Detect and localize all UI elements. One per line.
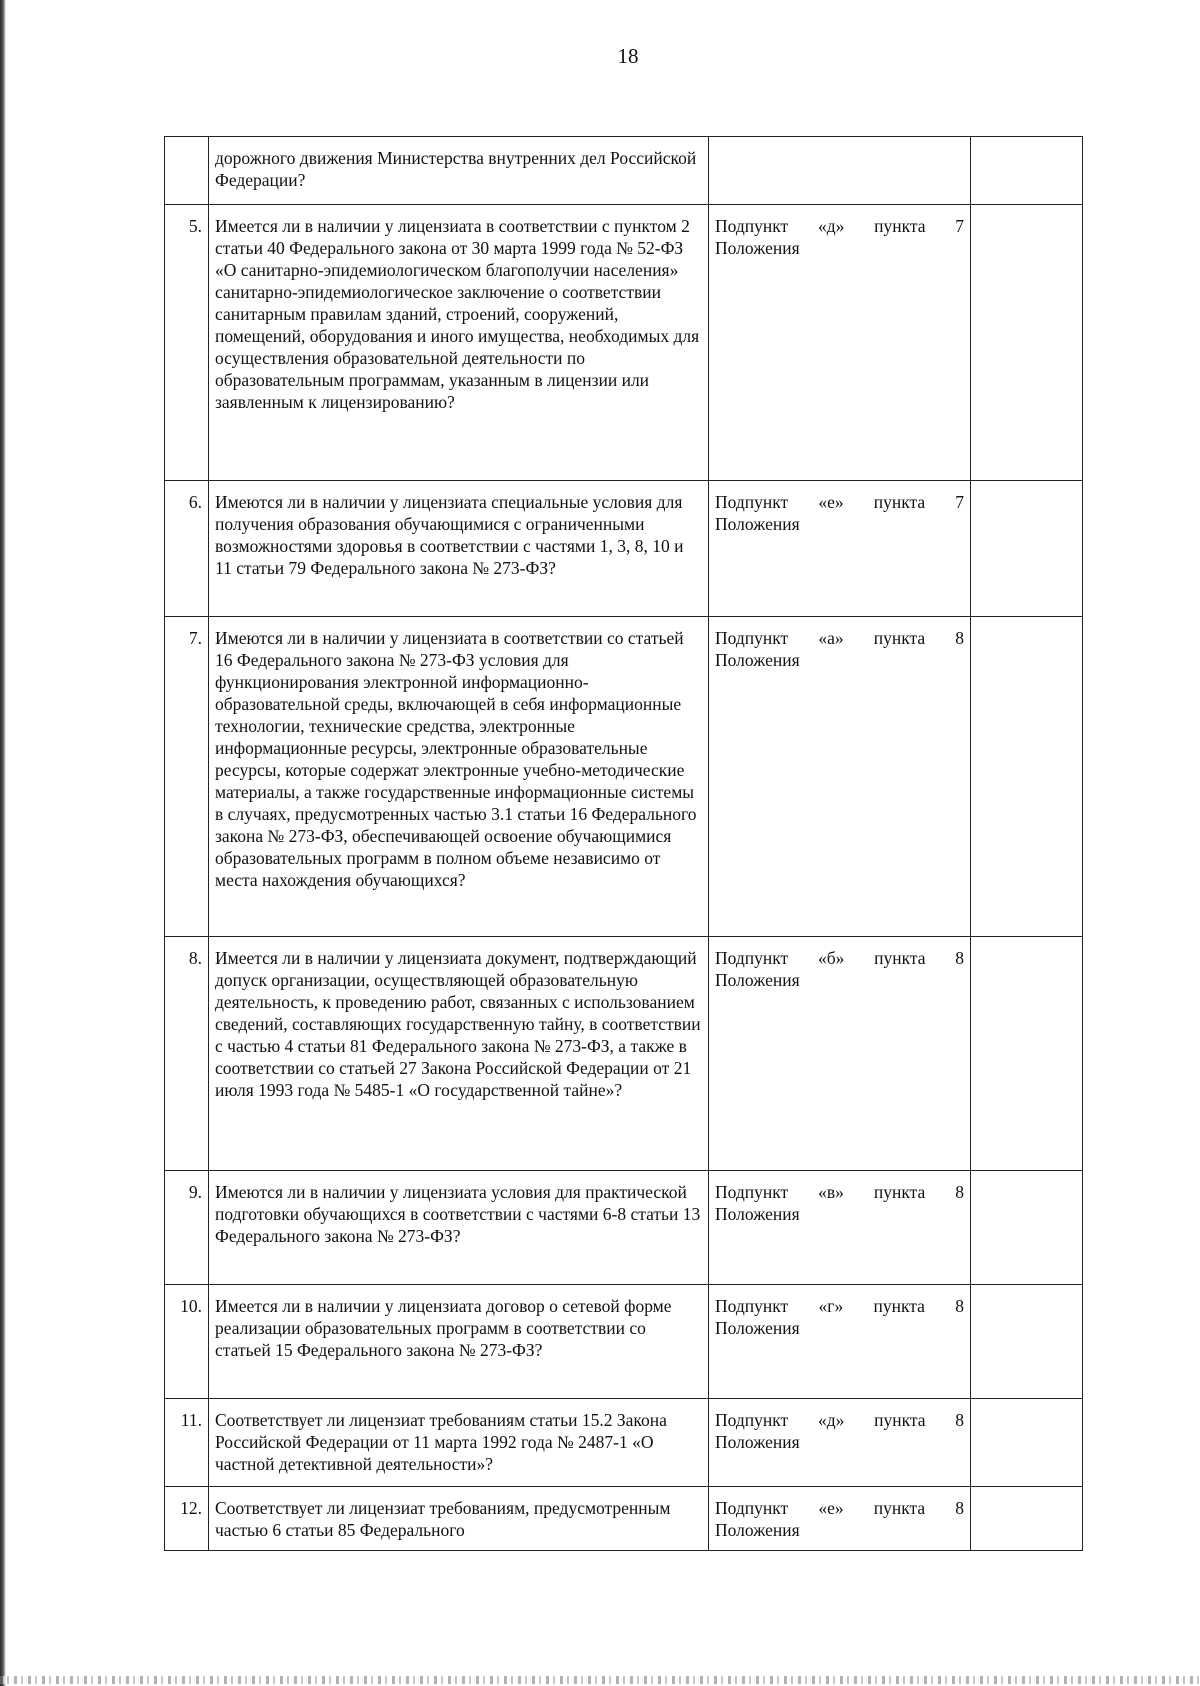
answer-cell bbox=[971, 1171, 1083, 1285]
reference-point-number: 8 bbox=[955, 1182, 964, 1202]
row-number: 8. bbox=[165, 937, 209, 1171]
question-text: Соответствует ли лицензиат требованиям, предусмотренным частью 6 статьи 85 Федерального bbox=[209, 1487, 709, 1551]
legal-reference bbox=[709, 1171, 971, 1285]
reference-document: Положения bbox=[715, 1432, 800, 1452]
table-row bbox=[165, 137, 1083, 205]
reference-document: Положения bbox=[715, 238, 800, 258]
reference-point-number: 8 bbox=[955, 948, 964, 968]
reference-line bbox=[715, 1295, 964, 1317]
question-text: Имеется ли в наличии у лицензиата договор о сетевой форме реализации образовательных программ в соответствии со статьей 15 Федерального закона № 273-ФЗ? bbox=[209, 1285, 709, 1399]
reference-point-word: пункта bbox=[874, 1410, 926, 1430]
legal-reference bbox=[709, 1487, 971, 1551]
table-row bbox=[165, 1285, 1083, 1399]
reference-line bbox=[715, 1409, 964, 1431]
reference-point-number: 8 bbox=[955, 628, 964, 648]
reference-document: Положения bbox=[715, 1204, 800, 1224]
reference-point-word: пункта bbox=[873, 492, 926, 512]
reference-document: Положения bbox=[715, 514, 800, 534]
reference-line bbox=[715, 947, 964, 969]
legal-reference bbox=[709, 937, 971, 1171]
question-text: Имеется ли в наличии у лицензиата документ, подтверждающий допуск организации, осуществляющей образовательную деятельность, к проведению работ, связанных с использованием сведений, составляющих государственную тайну, в соответствии с частью 4 статьи 81 Федерального закона № 273-ФЗ, а также в соответствии со статьей 27 Закона Российской Федерации от 21 июля 1993 года № 5485-1 «О государственной тайне»? bbox=[209, 937, 709, 1171]
reference-document: Положения bbox=[715, 970, 800, 990]
answer-cell bbox=[971, 205, 1083, 481]
reference-subpoint-word: Подпункт bbox=[715, 216, 789, 236]
reference-subpoint-word: Подпункт bbox=[715, 1498, 789, 1518]
reference-subpoint-word: Подпункт bbox=[715, 1296, 789, 1316]
table-row bbox=[165, 1487, 1083, 1551]
legal-reference bbox=[709, 1399, 971, 1487]
answer-cell bbox=[971, 1399, 1083, 1487]
scan-bottom-edge bbox=[0, 1676, 1200, 1684]
answer-cell bbox=[971, 1487, 1083, 1551]
reference-letter: «е» bbox=[818, 1498, 844, 1518]
checklist-rows bbox=[165, 137, 1083, 1551]
question-text: Имеются ли в наличии у лицензиата в соответствии со статьей 16 Федерального закона № 273-ФЗ условия для функционирования электронной информационно-образовательной среды, включающей в себя информационные технологии, технические средства, электронные информационные ресурсы, электронные образовательные ресурсы, которые содержат электронные учебно-методические материалы, а также государственные информационные системы в случаях, предусмотренных частью 3.1 статьи 16 Федерального закона № 273-ФЗ, обеспечивающей освоение обучающимися образовательных программ в полном объеме независимо от места нахождения обучающихся? bbox=[209, 617, 709, 937]
reference-document: Положения bbox=[715, 1520, 800, 1540]
reference-subpoint-word: Подпункт bbox=[715, 948, 789, 968]
reference-letter: «д» bbox=[817, 216, 845, 236]
reference-line bbox=[715, 627, 964, 649]
reference-subpoint-word: Подпункт bbox=[715, 492, 789, 512]
table-row bbox=[165, 1399, 1083, 1487]
reference-point-number: 7 bbox=[955, 216, 964, 236]
table-row bbox=[165, 617, 1083, 937]
reference-letter: «е» bbox=[818, 492, 844, 512]
row-number: 6. bbox=[165, 481, 209, 617]
legal-reference bbox=[709, 481, 971, 617]
reference-document: Положения bbox=[715, 650, 800, 670]
answer-cell bbox=[971, 617, 1083, 937]
legal-reference bbox=[709, 137, 971, 205]
reference-subpoint-word: Подпункт bbox=[715, 1410, 789, 1430]
reference-line bbox=[715, 1497, 964, 1519]
reference-subpoint-word: Подпункт bbox=[715, 628, 789, 648]
row-number: 12. bbox=[165, 1487, 209, 1551]
reference-point-word: пункта bbox=[873, 628, 926, 648]
table-row bbox=[165, 481, 1083, 617]
reference-letter: «в» bbox=[818, 1182, 844, 1202]
reference-letter: «д» bbox=[817, 1410, 845, 1430]
question-text: Имеются ли в наличии у лицензиата условия для практической подготовки обучающихся в соответствии с частями 6-8 статьи 13 Федерального закона № 273-ФЗ? bbox=[209, 1171, 709, 1285]
reference-point-word: пункта bbox=[874, 948, 926, 968]
reference-line bbox=[715, 215, 964, 237]
row-number: 11. bbox=[165, 1399, 209, 1487]
reference-point-word: пункта bbox=[873, 1182, 926, 1202]
reference-point-number: 8 bbox=[955, 1498, 964, 1518]
answer-cell bbox=[971, 1285, 1083, 1399]
row-number: 7. bbox=[165, 617, 209, 937]
answer-cell bbox=[971, 481, 1083, 617]
reference-point-number: 8 bbox=[955, 1410, 964, 1430]
question-text: Соответствует ли лицензиат требованиям статьи 15.2 Закона Российской Федерации от 11 марта 1992 года № 2487-1 «О частной детективной деятельности»? bbox=[209, 1399, 709, 1487]
legal-reference bbox=[709, 617, 971, 937]
reference-point-word: пункта bbox=[874, 216, 926, 236]
legal-reference bbox=[709, 205, 971, 481]
reference-line bbox=[715, 491, 964, 513]
reference-point-number: 7 bbox=[955, 492, 964, 512]
row-number: 10. bbox=[165, 1285, 209, 1399]
page-number: 18 bbox=[617, 44, 639, 68]
table-row bbox=[165, 1171, 1083, 1285]
table-row bbox=[165, 937, 1083, 1171]
table-row bbox=[165, 205, 1083, 481]
row-number bbox=[165, 137, 209, 205]
row-number: 5. bbox=[165, 205, 209, 481]
reference-point-word: пункта bbox=[873, 1296, 925, 1316]
answer-cell bbox=[971, 937, 1083, 1171]
checklist-table bbox=[164, 136, 1083, 1551]
answer-cell bbox=[971, 137, 1083, 205]
reference-point-word: пункта bbox=[873, 1498, 926, 1518]
legal-reference bbox=[709, 1285, 971, 1399]
reference-letter: «г» bbox=[818, 1296, 844, 1316]
reference-document: Положения bbox=[715, 1318, 800, 1338]
reference-letter: «а» bbox=[818, 628, 844, 648]
reference-line bbox=[715, 1181, 964, 1203]
reference-point-number: 8 bbox=[955, 1296, 964, 1316]
row-number: 9. bbox=[165, 1171, 209, 1285]
question-text: Имеются ли в наличии у лицензиата специальные условия для получения образования обучающимися с ограниченными возможностями здоровья в соответствии с частями 1, 3, 8, 10 и 11 статьи 79 Федерального закона № 273-ФЗ? bbox=[209, 481, 709, 617]
reference-subpoint-word: Подпункт bbox=[715, 1182, 789, 1202]
reference-letter: «б» bbox=[817, 948, 845, 968]
question-text: Имеется ли в наличии у лицензиата в соответствии с пунктом 2 статьи 40 Федерального закона от 30 марта 1999 года № 52-ФЗ «О санитарно-эпидемиологическом благополучии населения» санитарно-эпидемиологическое заключение о соответствии санитарным правилам зданий, строений, сооружений, помещений, оборудования и иного имущества, необходимых для осуществления образовательной деятельности по образовательным программам, указанным в лицензии или заявленным к лицензированию? bbox=[209, 205, 709, 481]
scan-left-edge bbox=[0, 0, 6, 1686]
question-text: дорожного движения Министерства внутренних дел Российской Федерации? bbox=[209, 137, 709, 205]
